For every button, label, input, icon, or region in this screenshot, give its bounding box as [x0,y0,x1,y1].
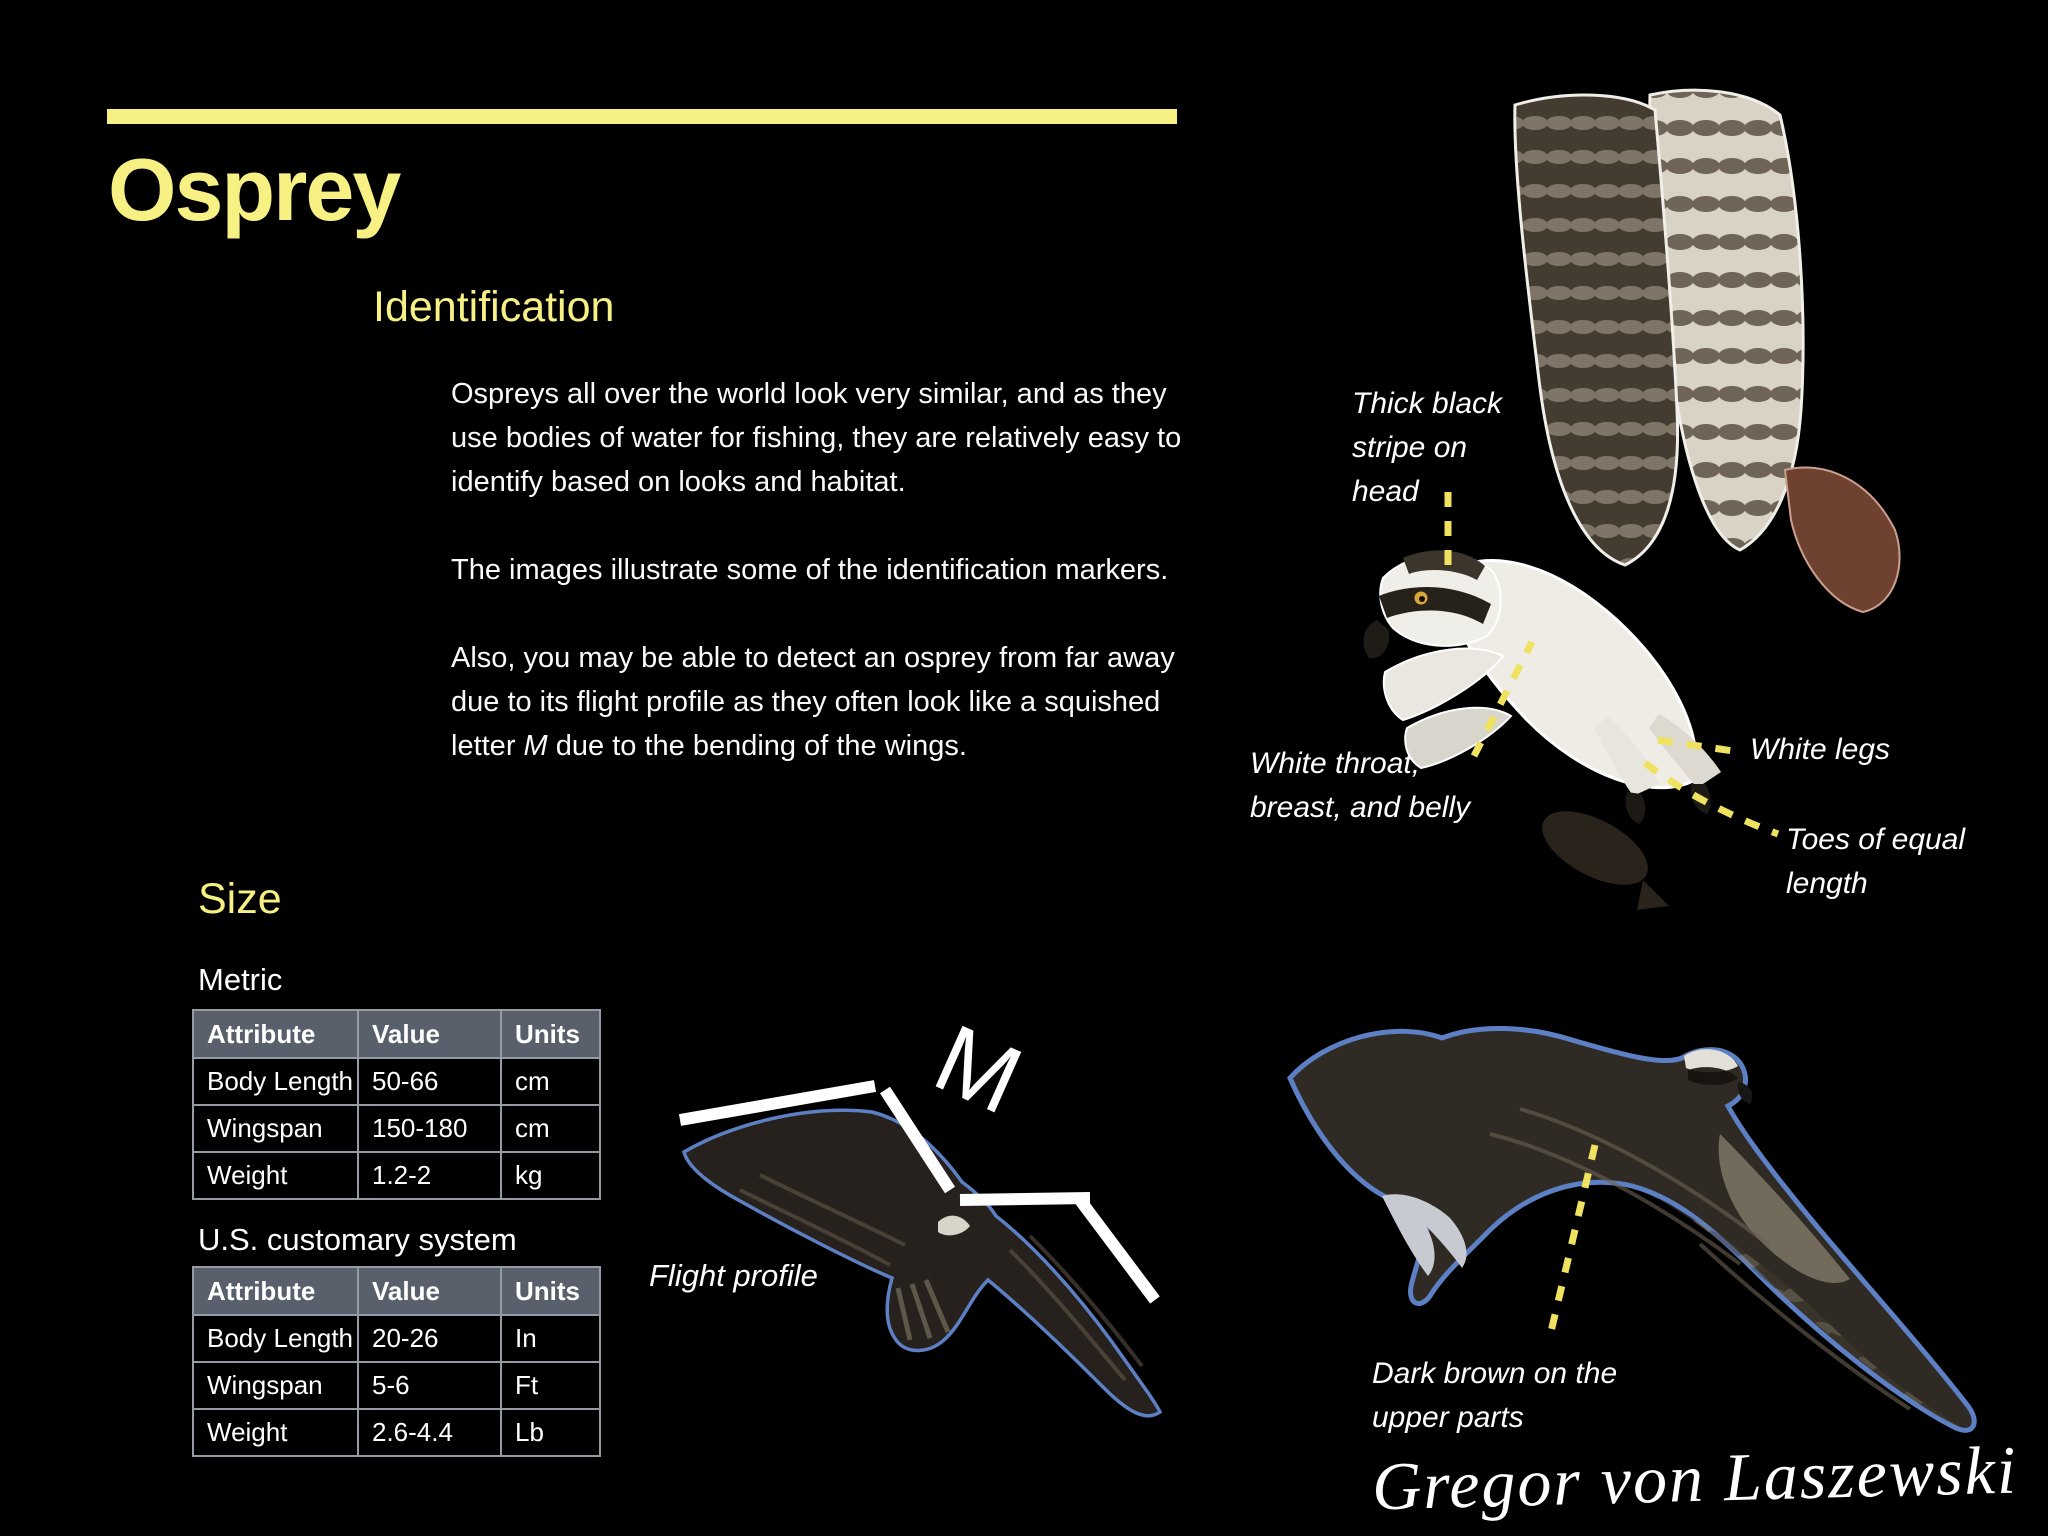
annotation-line: stripe on [1352,431,1468,464]
table-row [193,1315,600,1362]
cell-attribute: Body Length [193,1058,358,1105]
cell-units: cm [501,1105,600,1152]
cell-units: Ft [501,1362,600,1409]
header-attribute: Attribute [193,1010,358,1058]
header-units: Units [501,1010,600,1058]
metric-table-label: Metric [198,962,283,997]
annotation-line: upper parts [1372,1401,1524,1434]
hooked-beak [1363,620,1389,658]
annotation-throat [1250,742,1470,830]
cell-attribute: Weight [193,1152,358,1199]
annotation-line: Thick black [1352,387,1503,420]
cell-units: kg [501,1152,600,1199]
cell-value: 20-26 [358,1315,501,1362]
table-row [193,1105,600,1152]
accent-bar [107,109,1177,124]
osprey-flight-profile-photo [640,1040,1200,1440]
metric-table [192,1009,601,1200]
cell-value: 50-66 [358,1058,501,1105]
annotation-line: breast, and belly [1250,791,1471,824]
pupil [1419,596,1425,602]
annotation-line: Toes of equal [1786,823,1966,856]
talon-right [1691,784,1711,814]
page-title: Osprey [108,140,400,239]
paragraph-3-tail: due to the bending of the wings. [547,730,967,762]
header-units: Units [501,1267,600,1315]
cell-attribute: Body Length [193,1315,358,1362]
table-header-row [193,1267,600,1315]
m-letter: M [919,1004,1037,1135]
size-heading: Size [198,875,282,923]
table-row [193,1409,600,1456]
header-value: Value [358,1010,501,1058]
cell-units: Lb [501,1409,600,1456]
cell-attribute: Weight [193,1409,358,1456]
identification-paragraphs [451,372,1211,812]
annotation-line: length [1786,867,1868,900]
cell-value: 150-180 [358,1105,501,1152]
cell-attribute: Wingspan [193,1105,358,1152]
cell-units: In [501,1315,600,1362]
annotation-line: head [1352,475,1419,508]
identification-paragraph-2: The images illustrate some of the identification markers. [451,554,1169,586]
paragraph-3-m: M [523,730,548,762]
us-customary-table [192,1266,601,1457]
front-wing [1515,95,1678,565]
table-row [193,1362,600,1409]
annotation-stripe [1352,382,1502,514]
cell-value: 1.2-2 [358,1152,501,1199]
cell-value: 5-6 [358,1362,501,1409]
table-header-row [193,1010,600,1058]
identification-paragraph-3 [451,636,1211,768]
annotation-line: White throat, [1250,747,1421,780]
annotation-brown [1372,1352,1617,1440]
identification-heading: Identification [373,283,615,331]
annotation-legs: White legs [1750,733,1891,766]
table-row [193,1152,600,1199]
fish-tail [1637,880,1669,910]
paragraph-3-text: Also, you may be able to detect an osprey from far away due to its flight profile as they often look like a squished letter [451,642,1175,762]
talon-left [1626,792,1646,824]
us-table-label: U.S. customary system [198,1222,517,1257]
cell-units: cm [501,1058,600,1105]
identification-paragraph-1: Ospreys all over the world look very similar, and as they use bodies of water for fishing, they are relatively easy to identify based on looks and habitat. [451,378,1182,498]
cell-value: 2.6-4.4 [358,1409,501,1456]
table-row [193,1058,600,1105]
cell-attribute: Wingspan [193,1362,358,1409]
rusty-wingtip [1785,468,1900,613]
flight-profile-label: Flight profile [649,1258,818,1293]
header-value: Value [358,1267,501,1315]
author-signature: Gregor von Laszewski [1371,1431,2019,1525]
annotation-line: Dark brown on the [1372,1357,1618,1390]
beak [1738,1082,1753,1104]
header-attribute: Attribute [193,1267,358,1315]
annotation-toes [1786,818,1965,906]
